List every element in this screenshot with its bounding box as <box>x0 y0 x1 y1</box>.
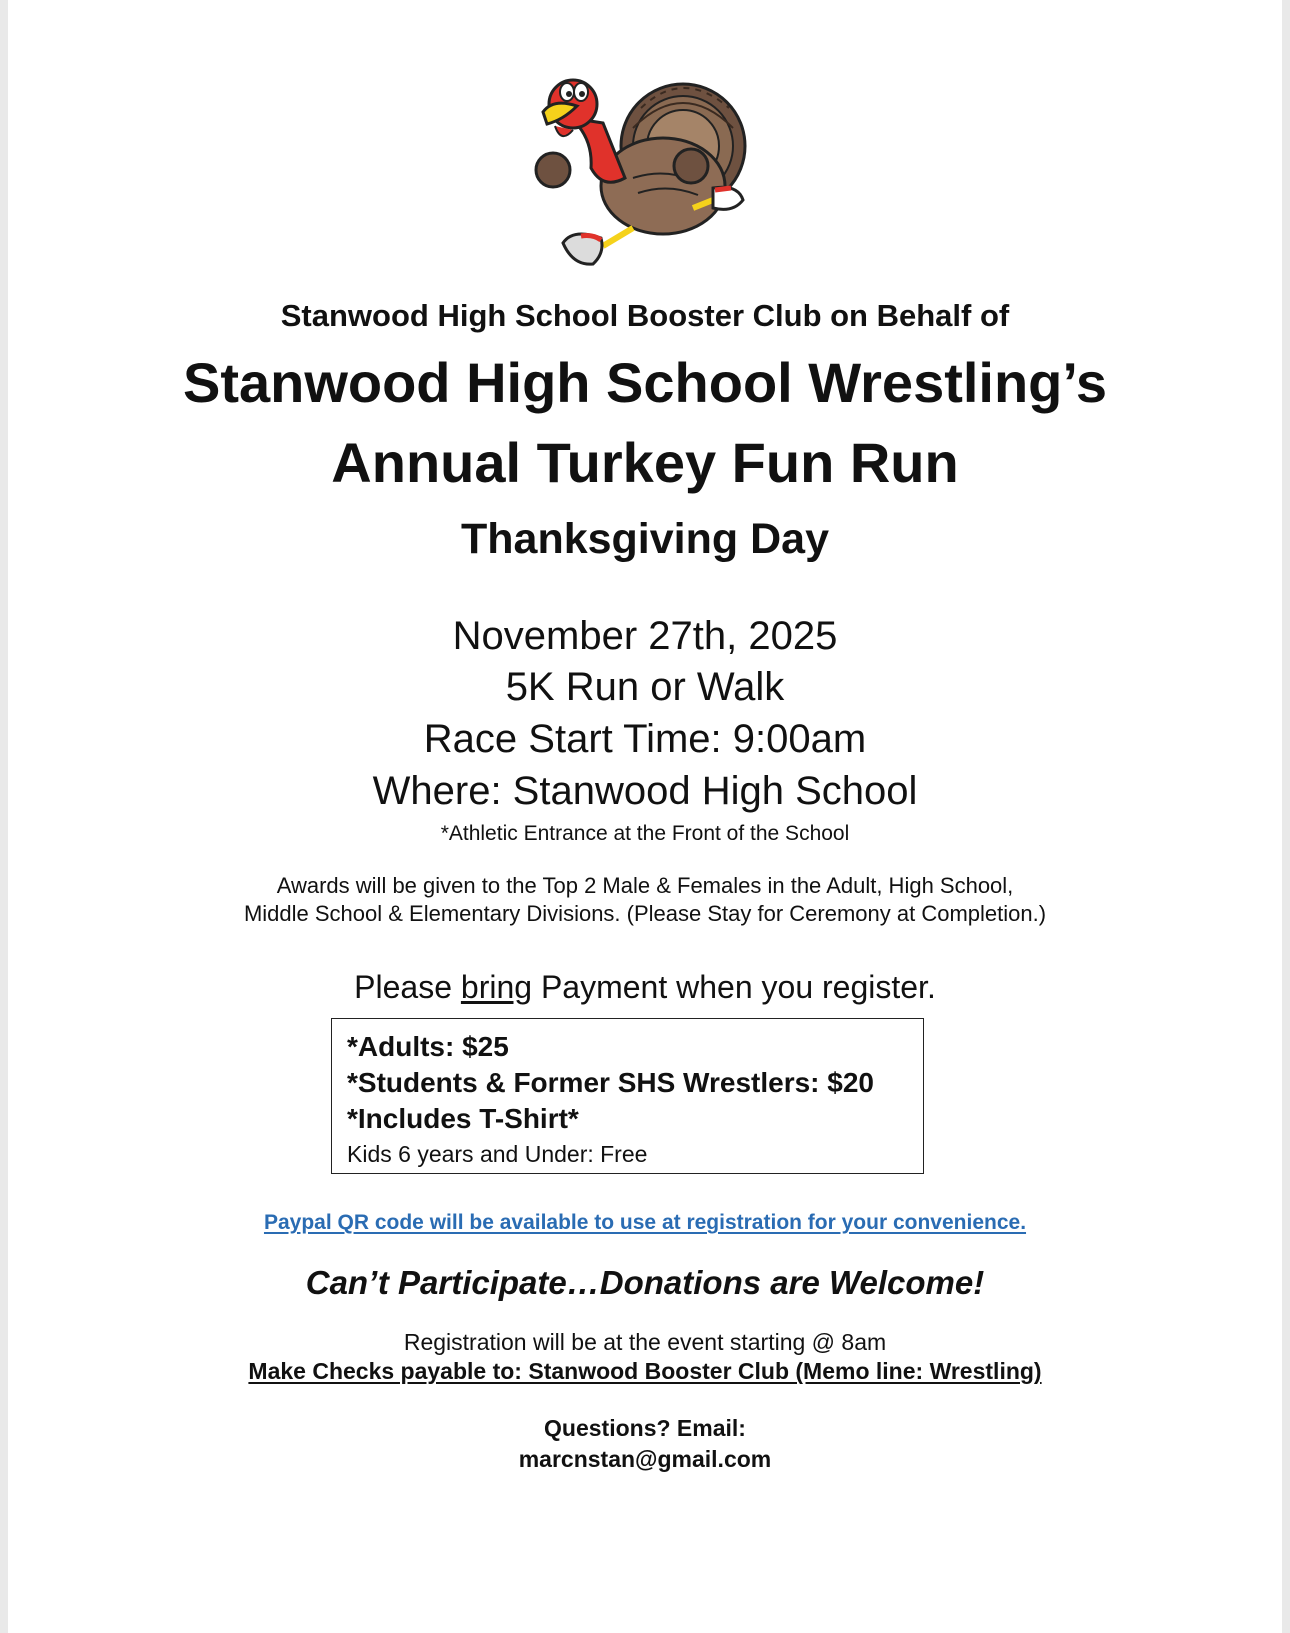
flyer-page <box>8 0 1282 1633</box>
event-distance: 5K Run or Walk <box>505 665 785 709</box>
payment-note <box>8 966 1282 1008</box>
contact-email[interactable]: marcnstan@gmail.com <box>518 1446 772 1472</box>
checks-note-text: Make Checks payable to: Stanwood Booster Club (Memo line: Wrestling) <box>248 1358 1042 1384</box>
donations-note: Can’t Participate…Donations are Welcome! <box>305 1264 985 1301</box>
turkey-fist <box>674 149 708 183</box>
registration-note: Registration will be at the event starting @ 8am <box>403 1329 887 1355</box>
event-location: Where: Stanwood High School <box>372 769 918 813</box>
event-start-time: Race Start Time: 9:00am <box>423 717 867 761</box>
payment-prefix: Please <box>354 969 461 1005</box>
awards-line-1: Awards will be given to the Top 2 Male & Females in the Adult, High School, <box>276 873 1014 898</box>
awards-line-2: Middle School & Elementary Divisions. (Please Stay for Ceremony at Completion.) <box>243 901 1047 926</box>
event-day: Thanksgiving Day <box>461 515 829 563</box>
subtitle: Stanwood High School Booster Club on Behalf of <box>280 298 1010 333</box>
price-kids: Kids 6 years and Under: Free <box>347 1141 648 1167</box>
paypal-note-text: Paypal QR code will be available to use at registration for your convenience. <box>263 1211 1027 1234</box>
turkey-left-fist <box>536 153 570 187</box>
contact-label: Questions? Email: <box>544 1415 746 1441</box>
checks-note <box>8 1356 1282 1386</box>
payment-suffix: Payment when you register. <box>532 969 936 1005</box>
turkey-shoe-back <box>713 187 743 209</box>
payment-underlined: bring <box>460 969 533 1005</box>
location-note: *Athletic Entrance at the Front of the School <box>440 822 850 845</box>
running-turkey-icon <box>533 68 753 268</box>
turkey-shoe-front <box>563 234 602 264</box>
price-box <box>331 1018 924 1174</box>
price-tshirt-note: *Includes T-Shirt* <box>347 1103 579 1134</box>
page-title-line-2: Annual Turkey Fun Run <box>331 431 959 494</box>
price-students: *Students & Former SHS Wrestlers: $20 <box>347 1067 874 1098</box>
turkey-body <box>601 138 725 234</box>
price-adults: *Adults: $25 <box>347 1031 509 1062</box>
paypal-note <box>8 1209 1282 1237</box>
event-date: November 27th, 2025 <box>452 614 838 658</box>
page-title-line-1: Stanwood High School Wrestling’s <box>182 351 1108 414</box>
